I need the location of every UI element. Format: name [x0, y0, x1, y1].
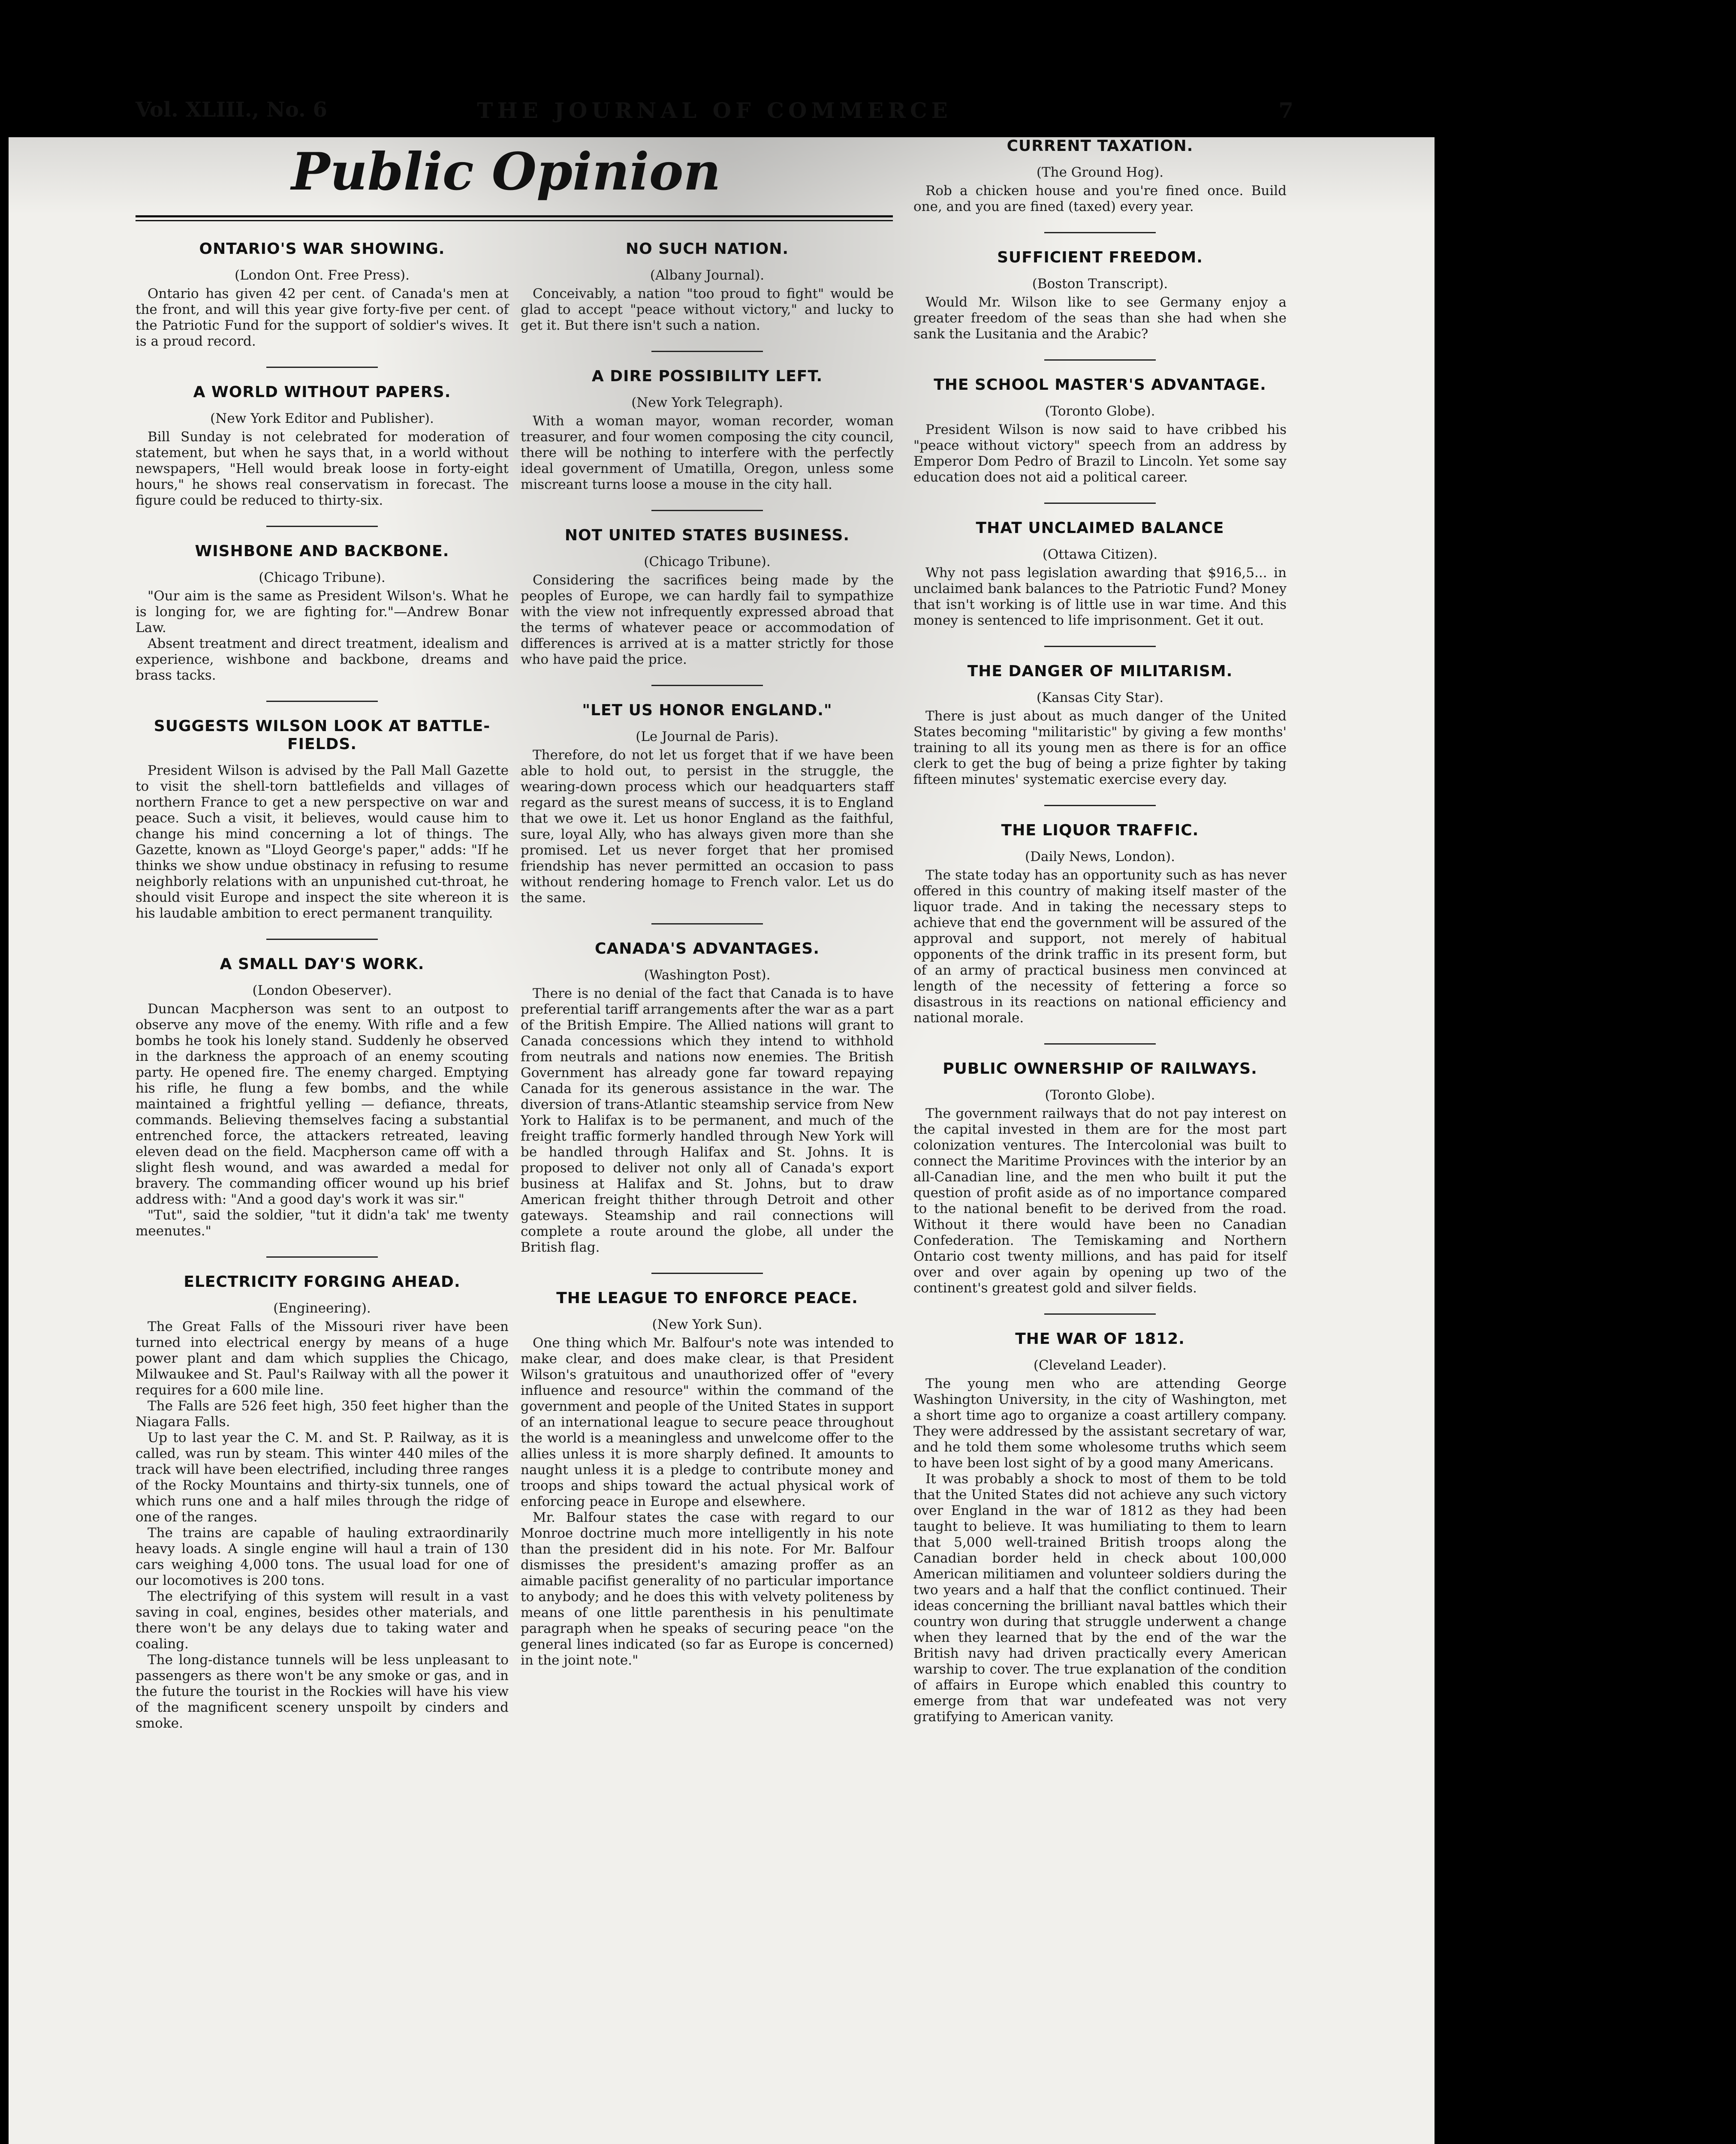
article [136, 1273, 509, 1731]
article-paragraph: President Wilson is now said to have cribbed his "peace without victory" speech from an address by Emperor Dom Pedro of Brazil to Lincoln. Yet some say education does not aid a political career. [913, 422, 1287, 485]
article-paragraph: The government railways that do not pay interest on the capital invested in them are for the most part colonization ventures. The Intercolonial was built to connect the Maritime Provinces with the interior by an all-Canadian line, and the men who built it put the question of profit aside as of no importance compared to the national benefit to be derived from the road. Without it there would have been no Canadian Confederation. The Temiskaming and Northern Ontario cost twenty millions, and has paid for itself over and over again by opening up two of the continent's greatest gold and silver fields. [913, 1106, 1287, 1296]
article-title: THE LEAGUE TO ENFORCE PEACE. [556, 1289, 858, 1307]
article-separator [266, 526, 378, 527]
article [913, 376, 1287, 485]
article-paragraph: Would Mr. Wilson like to see Germany enjoy a greater freedom of the seas than she had when she sank the Lusitania and the Arabic? [913, 295, 1287, 342]
article [913, 1060, 1287, 1296]
article-source: (Ottawa Citizen). [1042, 547, 1158, 562]
article-title: SUGGESTS WILSON LOOK AT BATTLE-FIELDS. [154, 717, 491, 753]
article-paragraph: Up to last year the C. M. and St. P. Railway, as it is called, was run by steam. This winter 440 miles of the track will have been electrified, including three ranges of the Rocky Mountains and thirty-six tunnels, one of which runs one and a half miles through the ridge of one of the ranges. [136, 1430, 509, 1525]
article-source: (Daily News, London). [1025, 849, 1175, 864]
article [913, 519, 1287, 629]
article-source: (The Ground Hog). [1036, 165, 1164, 180]
article-source: (London Ont. Free Press). [235, 268, 410, 283]
article-title: ONTARIO'S WAR SHOWING. [199, 240, 445, 258]
article-source: (London Obeserver). [252, 983, 392, 998]
article-title: "LET US HONOR ENGLAND." [582, 702, 832, 719]
article-separator [266, 701, 378, 702]
article-source: (Boston Transcript). [1032, 276, 1168, 292]
article-title: A SMALL DAY'S WORK. [220, 955, 425, 973]
article-separator [1044, 503, 1156, 504]
article-paragraph: Bill Sunday is not celebrated for moderation of statement, but when he says that, in a world without newspapers, "Hell would break loose in forty-eight hours," he shows real conservatism in forecast. The figure could be reduced to thirty-six. [136, 429, 509, 508]
article-paragraph: Conceivably, a nation "too proud to fight" would be glad to accept "peace without victory," and lucky to get it. But there isn't such a nation. [521, 286, 894, 333]
article-separator [266, 367, 378, 368]
article-paragraph: The electrifying of this system will result in a vast saving in coal, engines, besides other materials, and there won't be any delays due to taking water and coaling. [136, 1589, 509, 1652]
article-paragraph: There is just about as much danger of the United States becoming "militaristic" by giving a few months' training to all its young men as there is for an office clerk to get the bug of being a prize fighter by taking fifteen minutes' systematic exercise every day. [913, 708, 1287, 787]
article [913, 662, 1287, 788]
article-separator [651, 923, 763, 924]
article-title: ELECTRICITY FORGING AHEAD. [184, 1273, 461, 1291]
article-paragraph: Rob a chicken house and you're fined once. Build one, and you are fined (taxed) every year. [913, 183, 1287, 214]
article-paragraph: Duncan Macpherson was sent to an outpost to observe any move of the enemy. With rifle and a few bombs he took his lonely stand. Suddenly he observed in the darkness the approach of an enemy scouting party. He opened fire. The enemy charged. Emptying his rifle, he flung a few bombs, and the while maintained a frightful yelling — defiance, threats, commands. Believing themselves facing a substantial entrenched force, the attackers retreated, leaving eleven dead on the field. Macpherson came off with a slight flesh wound, and was awarded a medal for bravery. The commanding officer wound up his brief address with: "And a good day's work it was sir." [136, 1001, 509, 1207]
article-source: (Engineering). [273, 1301, 371, 1316]
article [521, 367, 894, 493]
article-source: (Chicago Tribune). [259, 570, 386, 585]
article-separator [651, 510, 763, 511]
page-number: 7 [1278, 98, 1293, 123]
article-title: THE SCHOOL MASTER'S ADVANTAGE. [934, 376, 1266, 394]
article-title: THAT UNCLAIMED BALANCE [976, 519, 1224, 537]
article-source: (Le Journal de Paris). [636, 729, 779, 744]
article-separator [1044, 805, 1156, 806]
volume-number: Vol. XLIII., No. 6 [136, 98, 327, 122]
article-separator [266, 1256, 378, 1258]
article-title: NOT UNITED STATES BUSINESS. [564, 527, 850, 544]
article-title: NO SUCH NATION. [625, 240, 789, 258]
article-source: (Washington Post). [644, 967, 771, 983]
article-separator [1044, 232, 1156, 233]
article [136, 383, 509, 509]
article [521, 240, 894, 334]
column-3 [913, 137, 1287, 1742]
article [136, 542, 509, 684]
article-paragraph: The Great Falls of the Missouri river have been turned into electrical energy by means of a huge power plant and dam which supplies the Chicago, Milwaukee and St. Paul's Railway with all the power it requires for a 600 mile line. [136, 1319, 509, 1398]
article-paragraph: Therefore, do not let us forget that if we have been able to hold out, to persist in the struggle, the wearing-down process which our headquarters staff regard as the surest means of success, it is to England that we owe it. Let us honor England as the faithful, sure, loyal Ally, who has always given more than she promised. Let us never forget that her promised friendship has never permitted an occasion to pass without rendering homage to French valor. Let us do the same. [521, 747, 894, 906]
article-source: (Chicago Tribune). [644, 554, 771, 569]
article [913, 822, 1287, 1026]
article-title: CURRENT TAXATION. [1007, 137, 1194, 155]
article [521, 940, 894, 1256]
article-paragraph: One thing which Mr. Balfour's note was intended to make clear, and does make clear, is that President Wilson's gratuitous and unauthorized offer of "every influence and resource" within the command of the government and people of the United States in support of an international league to secure peace throughout the world is a meaningless and unwelcome offer to the allies unless it is more sharply defined. It amounts to naught unless it is a pledge to contribute money and troops and ships toward the actual physical work of enforcing peace in Europe and elsewhere. [521, 1335, 894, 1509]
column-2 [521, 240, 894, 1686]
article-title: A WORLD WITHOUT PAPERS. [193, 383, 451, 401]
article-source: (Cleveland Leader). [1033, 1358, 1167, 1373]
article-title: THE LIQUOR TRAFFIC. [1001, 822, 1199, 839]
paper-title: THE JOURNAL OF COMMERCE [477, 98, 952, 123]
article-title: THE DANGER OF MILITARISM. [967, 662, 1233, 680]
article-paragraph: "Our aim is the same as President Wilson's. What he is longing for, we are fighting for."—Andrew Bonar Law. [136, 588, 509, 635]
article-separator [651, 685, 763, 686]
article-title: THE WAR OF 1812. [1015, 1330, 1185, 1348]
article-paragraph: It was probably a shock to most of them to be told that the United States did not achieve any such victory over England in the war of 1812 as they had been taught to believe. It was humiliating to them to learn that 5,000 well-trained British troops along the Canadian border held in check about 100,000 American militiamen and volunteer soldiers during the two years and a half that the conflict continued. Their ideas concerning the brilliant naval battles which their country won during that struggle underwent a change when they learned that by the end of the war the British navy had driven practically every American warship to cover. The true explanation of the condition of affairs in Europe which enabled this country to emerge from that war undefeated was not very gratifying to American vanity. [913, 1471, 1287, 1725]
article-separator [1044, 1043, 1156, 1045]
article [521, 1289, 894, 1668]
article-source: (Toronto Globe). [1045, 404, 1155, 419]
article-source: (New York Editor and Publisher). [210, 411, 434, 426]
article-separator [1044, 1313, 1156, 1315]
article-paragraph: President Wilson is advised by the Pall Mall Gazette to visit the shell-torn battlefields and villages of northern France to get a new perspective on war and peace. Such a visit, it believes, would cause him to change his mind concerning a lot of things. The Gazette, known as "Lloyd George's paper," adds: "If he thinks we show undue obstinacy in refusing to resume neighborly relations with an unpunished cut-throat, he should visit Europe and inspect the site whereon it is his laudable ambition to erect permanent tranquility. [136, 763, 509, 921]
article-title: PUBLIC OWNERSHIP OF RAILWAYS. [943, 1060, 1257, 1078]
article [136, 717, 509, 921]
column-1 [136, 240, 509, 1749]
article [136, 955, 509, 1239]
article-paragraph: Considering the sacrifices being made by the peoples of Europe, we can hardly fail to sympathize with the view not infrequently expressed abroad that the terms of whatever peace or accommodation of differences is arrived at is a matter strictly for those who have paid the price. [521, 572, 894, 667]
article-paragraph: The long-distance tunnels will be less unpleasant to passengers as there won't be any smoke or gas, and in the future the tourist in the Rockies will have his view of the magnificent scenery unspoilt by cinders and smoke. [136, 1652, 509, 1731]
article-title: WISHBONE AND BACKBONE. [195, 542, 449, 560]
article-paragraph: Mr. Balfour states the case with regard to our Monroe doctrine much more intelligently in his note than the president did in his note. For Mr. Balfour dismisses the president's amazing proffer as an aimable pacifist generality of no particular importance to anybody; and he does this with velvety politeness by means of one little parenthesis in his penultimate paragraph when he speaks of securing peace "on the general lines indicated (so far as Europe is concerned) in the joint note." [521, 1510, 894, 1668]
article [913, 137, 1287, 215]
article-source: (Toronto Globe). [1045, 1087, 1155, 1103]
masthead-rule [136, 215, 893, 221]
article-separator [651, 1273, 763, 1274]
article-source: (Albany Journal). [650, 268, 765, 283]
article-separator [266, 939, 378, 940]
article-paragraph: The trains are capable of hauling extraordinarily heavy loads. A single engine will haul a train of 130 cars weighing 4,000 tons. The usual load for one of our locomotives is 200 tons. [136, 1525, 509, 1588]
article-paragraph: The Falls are 526 feet high, 350 feet higher than the Niagara Falls. [136, 1398, 509, 1430]
article-paragraph: Ontario has given 42 per cent. of Canada's men at the front, and will this year give forty-five per cent. of the Patriotic Fund for the support of soldier's wives. It is a proud record. [136, 286, 509, 349]
article-paragraph: There is no denial of the fact that Canada is to have preferential tariff arrangements after the war as a part of the British Empire. The Allied nations will grant to Canada concessions which they intend to withhold from neutrals and nations now enemies. The British Government has already gone far toward repaying Canada for its generous assistance in the war. The diversion of trans-Atlantic steamship service from New York to Halifax is to be permanent, and much of the freight traffic formerly handled through New York will be handled through Halifax and St. Johns. It is proposed to deliver not only all of Canada's export business at Halifax and St. Johns, but to draw American freight thither through Detroit and other gateways. Steamship and rail connections will complete a route around the globe, all under the British flag. [521, 986, 894, 1255]
article-source: (New York Sun). [652, 1317, 763, 1332]
article [136, 240, 509, 349]
article-title: A DIRE POSSIBILITY LEFT. [591, 367, 823, 385]
article-source: (Kansas City Star). [1036, 690, 1164, 705]
article-separator [1044, 646, 1156, 647]
article-paragraph: The young men who are attending George Washington University, in the city of Washington, met a short time ago to organize a coast artillery company. They were addressed by the assistant secretary of war, and he told them some wholesome truths which seem to have been lost sight of by a good many Americans. [913, 1376, 1287, 1471]
article [913, 1330, 1287, 1725]
article-paragraph: The state today has an opportunity such as has never offered in this country of making itself master of the liquor trade. And in taking the necessary steps to achieve that end the government will be assured of the approval and support, not merely of habitual opponents of the drink traffic in its present form, but of an army of practical business men convinced at length of the necessity of fettering a force so disastrous in its reactions on national efficiency and national morale. [913, 867, 1287, 1026]
article-paragraph: Absent treatment and direct treatment, idealism and experience, wishbone and backbone, dreams and brass tacks. [136, 636, 509, 683]
section-masthead: Public Opinion [291, 142, 721, 202]
article [913, 249, 1287, 342]
article [521, 527, 894, 668]
article-paragraph: With a woman mayor, woman recorder, woman treasurer, and four women composing the city council, there will be nothing to interfere with the perfectly ideal government of Umatilla, Oregon, unless some miscreant turns loose a mouse in the city hall. [521, 413, 894, 492]
article-title: CANADA'S ADVANTAGES. [594, 940, 820, 958]
article-paragraph: "Tut", said the soldier, "tut it didn'a tak' me twenty meenutes." [136, 1208, 509, 1239]
article-paragraph: Why not pass legislation awarding that $916,5... in unclaimed bank balances to the Patriotic Fund? Money that isn't working is of little use in war time. And this money is sentenced to life imprisonment. Get it out. [913, 565, 1287, 628]
article [521, 702, 894, 906]
article-separator [651, 351, 763, 352]
page-header [136, 98, 1293, 128]
article-separator [1044, 359, 1156, 361]
article-source: (New York Telegraph). [631, 395, 783, 410]
article-title: SUFFICIENT FREEDOM. [997, 249, 1203, 266]
